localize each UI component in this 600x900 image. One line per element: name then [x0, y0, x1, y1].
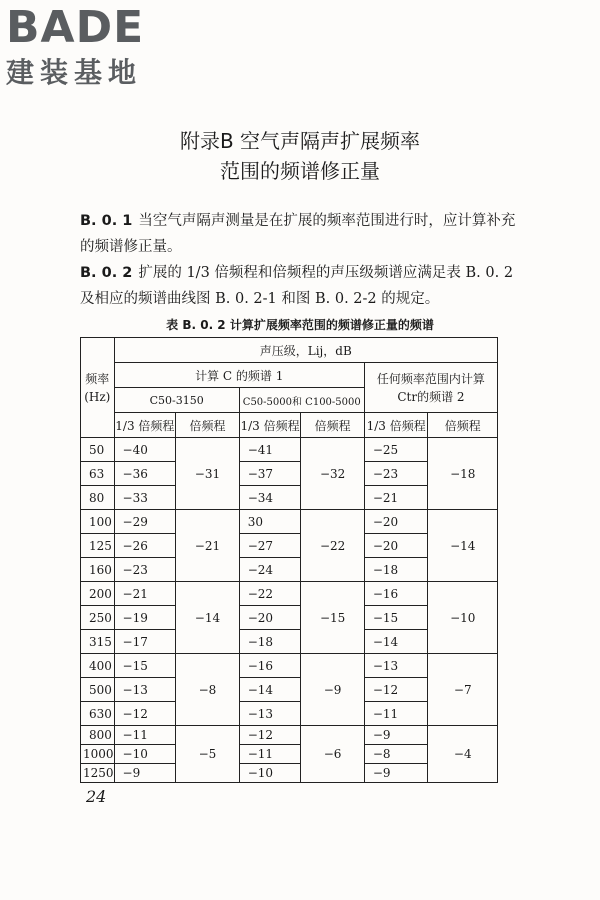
- freq-cell: 50: [81, 438, 115, 462]
- value-cell: −34: [239, 486, 301, 510]
- col-header: 倍频程: [428, 413, 498, 438]
- table-row: [81, 582, 498, 606]
- freq-unit: (Hz): [84, 389, 111, 404]
- table-row: [81, 726, 498, 745]
- value-cell: −9: [114, 764, 176, 783]
- value-cell: −23: [114, 558, 176, 582]
- octave-cell: −14: [176, 582, 240, 654]
- value-cell: −11: [114, 726, 176, 745]
- value-cell: −12: [239, 726, 301, 745]
- freq-cell: 315: [81, 630, 115, 654]
- value-cell: −13: [239, 702, 301, 726]
- col-header: 倍频程: [176, 413, 240, 438]
- col-header: 1/3 倍频程: [239, 413, 301, 438]
- freq-cell: 630: [81, 702, 115, 726]
- appendix-title: 附录B 空气声隔声扩展频率: [179, 129, 421, 153]
- freq-cell: 100: [81, 510, 115, 534]
- spectrum1-header: 计算 C 的频谱 1: [114, 363, 364, 388]
- value-cell: −20: [364, 510, 428, 534]
- value-cell: −22: [239, 582, 301, 606]
- value-cell: −33: [114, 486, 176, 510]
- value-cell: −13: [364, 654, 428, 678]
- octave-cell: −7: [428, 654, 498, 726]
- appendix-subtitle: 范围的频谱修正量: [220, 159, 380, 183]
- spl-header: 声压级，Lij，dB: [114, 338, 497, 363]
- freq-cell: 200: [81, 582, 115, 606]
- col-header: 倍频程: [301, 413, 365, 438]
- value-cell: −18: [239, 630, 301, 654]
- table-row: [81, 510, 498, 534]
- value-cell: −36: [114, 462, 176, 486]
- value-cell: −41: [239, 438, 301, 462]
- value-cell: −12: [364, 678, 428, 702]
- value-cell: −10: [239, 764, 301, 783]
- value-cell: −18: [364, 558, 428, 582]
- clause-text: 扩展的 1/3 倍频程和倍频程的声压级频谱应满足表 B. 0. 2 及相应的频谱曲线图 B. 0. 2-1 和图 B. 0. 2-2 的规定。: [80, 265, 514, 307]
- octave-cell: −5: [176, 726, 240, 783]
- value-cell: −16: [239, 654, 301, 678]
- col-header: 1/3 倍频程: [364, 413, 428, 438]
- octave-cell: −4: [428, 726, 498, 783]
- freq-cell: 400: [81, 654, 115, 678]
- octave-cell: −6: [301, 726, 365, 783]
- spectrum2-line1: 任何频率范围内计算: [376, 371, 485, 386]
- value-cell: −13: [114, 678, 176, 702]
- freq-cell: 63: [81, 462, 115, 486]
- octave-cell: −10: [428, 582, 498, 654]
- clause-text: 当空气声隔声测量是在扩展的频率范围进行时，应计算补充的频谱修正量。: [80, 213, 516, 255]
- value-cell: −21: [364, 486, 428, 510]
- value-cell: −15: [364, 606, 428, 630]
- value-cell: −27: [239, 534, 301, 558]
- octave-cell: −22: [301, 510, 365, 582]
- value-cell: −17: [114, 630, 176, 654]
- octave-cell: −21: [176, 510, 240, 582]
- sub-header-c50-5000: C50-5000和 C100-5000: [239, 388, 364, 413]
- octave-cell: −14: [428, 510, 498, 582]
- value-cell: −10: [114, 745, 176, 764]
- table-caption: 表 B. 0. 2 计算扩展频率范围的频谱修正量的频谱: [166, 318, 434, 332]
- clause-label: B. 0. 2: [80, 265, 133, 281]
- freq-cell: 125: [81, 534, 115, 558]
- table-row: [81, 654, 498, 678]
- value-cell: −25: [364, 438, 428, 462]
- logo-text: BADE: [6, 2, 145, 53]
- value-cell: 30: [239, 510, 301, 534]
- value-cell: −24: [239, 558, 301, 582]
- octave-cell: −15: [301, 582, 365, 654]
- clause-b02: [80, 260, 520, 312]
- freq-cell: 1000: [81, 745, 115, 764]
- octave-cell: −9: [301, 654, 365, 726]
- spectrum2-line2: Ctr的频谱 2: [397, 389, 465, 404]
- octave-cell: −31: [176, 438, 240, 510]
- value-cell: −11: [364, 702, 428, 726]
- value-cell: −14: [239, 678, 301, 702]
- value-cell: −15: [114, 654, 176, 678]
- octave-cell: −32: [301, 438, 365, 510]
- value-cell: −20: [364, 534, 428, 558]
- value-cell: −40: [114, 438, 176, 462]
- spectrum-table: [80, 337, 498, 783]
- clause-label: B. 0. 1: [80, 213, 133, 229]
- spectrum2-header: [364, 363, 497, 413]
- value-cell: −29: [114, 510, 176, 534]
- value-cell: −19: [114, 606, 176, 630]
- value-cell: −26: [114, 534, 176, 558]
- value-cell: −21: [114, 582, 176, 606]
- value-cell: −12: [114, 702, 176, 726]
- value-cell: −14: [364, 630, 428, 654]
- freq-cell: 160: [81, 558, 115, 582]
- value-cell: −8: [364, 745, 428, 764]
- value-cell: −9: [364, 764, 428, 783]
- logo-subtitle: 建装基地: [6, 56, 143, 89]
- clause-b01: [80, 208, 520, 260]
- table-row: [81, 438, 498, 462]
- freq-cell: 800: [81, 726, 115, 745]
- sub-header-c50-3150: C50-3150: [114, 388, 239, 413]
- value-cell: −11: [239, 745, 301, 764]
- freq-header: [81, 338, 115, 438]
- value-cell: −37: [239, 462, 301, 486]
- freq-cell: 80: [81, 486, 115, 510]
- brand-logo: [6, 2, 144, 90]
- value-cell: −20: [239, 606, 301, 630]
- octave-cell: −18: [428, 438, 498, 510]
- col-header: 1/3 倍频程: [114, 413, 176, 438]
- value-cell: −9: [364, 726, 428, 745]
- value-cell: −16: [364, 582, 428, 606]
- octave-cell: −8: [176, 654, 240, 726]
- freq-cell: 500: [81, 678, 115, 702]
- freq-cell: 1250: [81, 764, 115, 783]
- page-number: 24: [86, 787, 107, 806]
- value-cell: −23: [364, 462, 428, 486]
- freq-cell: 250: [81, 606, 115, 630]
- freq-label: 频率: [85, 371, 110, 386]
